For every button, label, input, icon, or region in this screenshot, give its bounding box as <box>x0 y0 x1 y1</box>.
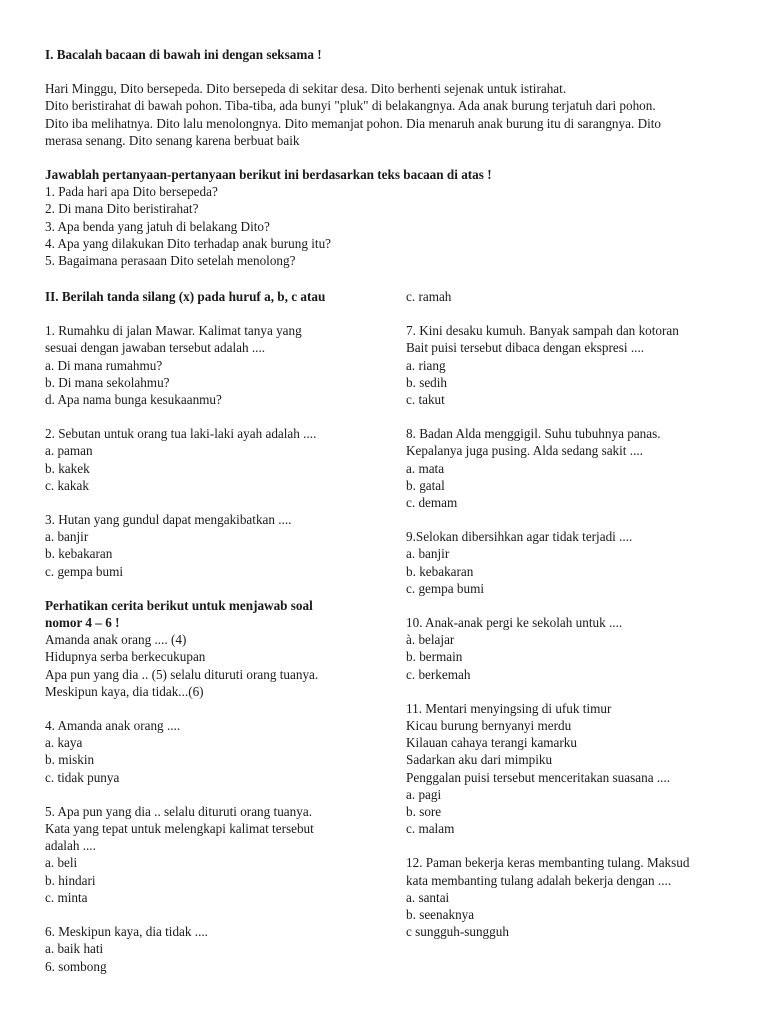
question-line: b. Di mana sekolahmu? <box>45 374 170 390</box>
question-line: a. beli <box>45 855 78 871</box>
question-line: a. baik hati <box>45 941 104 957</box>
question-line: b. sore <box>406 804 442 820</box>
question-line: a. paman <box>45 443 93 459</box>
question-line: Bait puisi tersebut dibaca dengan ekspresi .... <box>406 340 645 356</box>
question-line: 7. Kini desaku kumuh. Banyak sampah dan kotoran <box>406 323 679 339</box>
question-block <box>45 717 390 786</box>
question-line: Amanda anak orang .... (4) <box>45 632 187 648</box>
question-line: Hidupnya serba berkecukupan <box>45 649 206 665</box>
question-line: b. seenaknya <box>406 907 475 923</box>
question-line: sesuai dengan jawaban tersebut adalah .... <box>45 340 266 356</box>
question-block <box>406 614 736 683</box>
question-line: Kicau burung bernyanyi merdu <box>406 718 572 734</box>
question-line: a. riang <box>406 357 446 373</box>
essay-question: 5. Bagaimana perasaan Dito setelah menolong? <box>45 253 296 269</box>
question-line: 9.Selokan dibersihkan agar tidak terjadi .... <box>406 529 633 545</box>
question-line: c sungguh-sungguh <box>406 924 509 940</box>
question-line: 6. sombong <box>45 958 107 974</box>
question-block <box>406 288 736 305</box>
question-line: c. berkemah <box>406 666 471 682</box>
question-line: c. malam <box>406 821 455 837</box>
story-instruction: Perhatikan cerita berikut untuk menjawab soal <box>45 597 313 613</box>
essay-question: 1. Pada hari apa Dito bersepeda? <box>45 184 218 200</box>
essay-question: 4. Apa yang dilakukan Dito terhadap anak burung itu? <box>45 235 332 251</box>
question-line: 3. Hutan yang gundul dapat mengakibatkan .... <box>45 512 292 528</box>
question-line: b. kebakaran <box>406 563 474 579</box>
question-line: Meskipun kaya, dia tidak...(6) <box>45 683 204 699</box>
question-line: c. kakak <box>45 477 89 493</box>
question-block <box>406 854 736 940</box>
question-line: Kilauan cahaya terangi kamarku <box>406 735 577 751</box>
question-line: Kata yang tepat untuk melengkapi kalimat tersebut <box>45 821 314 837</box>
question-line: a. Di mana rumahmu? <box>45 357 163 373</box>
question-line: c. tidak punya <box>45 769 120 785</box>
question-line: adalah .... <box>45 838 96 854</box>
question-block <box>45 425 390 494</box>
question-line: b. miskin <box>45 752 95 768</box>
essay-question: 3. Apa benda yang jatuh di belakang Dito? <box>45 218 270 234</box>
question-block <box>406 322 736 408</box>
reading-section <box>45 46 735 269</box>
question-line: 12. Paman bekerja keras membanting tulang. Maksud <box>406 855 690 871</box>
question-line: Sadarkan aku dari mimpiku <box>406 752 553 768</box>
question-line: 11. Mentari menyingsing di ufuk timur <box>406 700 612 716</box>
question-line: c. minta <box>45 889 88 905</box>
reading-passage <box>45 80 735 149</box>
question-line: c. gempa bumi <box>406 580 485 596</box>
question-line: a. santai <box>406 889 450 905</box>
question-line: Penggalan puisi tersebut menceritakan suasana .... <box>406 769 671 785</box>
question-line: Kepalanya juga pusing. Alda sedang sakit .... <box>406 443 643 459</box>
essay-question: 2. Di mana Dito beristirahat? <box>45 201 199 217</box>
question-line: b. gatal <box>406 477 445 493</box>
question-line: a. banjir <box>45 529 89 545</box>
passage-line: Dito iba melihatnya. Dito lalu menolongnya. Dito memanjat pohon. Dia menaruh anak burung itu di sarangnya. Dito <box>45 115 662 131</box>
question-line: b. kebakaran <box>45 546 113 562</box>
question-line: a. mata <box>406 460 445 476</box>
question-block <box>406 700 736 838</box>
question-line: 4. Amanda anak orang .... <box>45 718 181 734</box>
question-line: 2. Sebutan untuk orang tua laki-laki ayah adalah .... <box>45 426 317 442</box>
left-column <box>45 288 390 992</box>
passage-line: Dito beristirahat di bawah pohon. Tiba-tiba, ada bunyi "pluk" di belakangnya. Ada anak burung terjatuh dari pohon. <box>45 98 656 114</box>
questions-instruction: Jawablah pertanyaan-pertanyaan berikut ini berdasarkan teks bacaan di atas ! <box>45 167 492 183</box>
question-line: a. pagi <box>406 786 442 802</box>
question-line: a. kaya <box>45 735 83 751</box>
question-line: b. kakek <box>45 460 90 476</box>
question-line: 1. Rumahku di jalan Mawar. Kalimat tanya yang <box>45 323 302 339</box>
question-block <box>406 528 736 597</box>
question-line: c. gempa bumi <box>45 563 124 579</box>
question-block <box>45 803 390 906</box>
story-instruction: nomor 4 – 6 ! <box>45 615 120 631</box>
section-1-title: I. Bacalah bacaan di bawah ini dengan seksama ! <box>45 47 322 62</box>
question-line: d. Apa nama bunga kesukaanmu? <box>45 392 222 408</box>
section-2-title: II. Berilah tanda silang (x) pada huruf a, b, c atau <box>45 289 326 304</box>
question-line: c. demam <box>406 495 458 511</box>
question-line: kata membanting tulang adalah bekerja dengan .... <box>406 872 672 888</box>
question-line: c. ramah <box>406 289 452 304</box>
passage-line: Hari Minggu, Dito bersepeda. Dito bersepeda di sekitar desa. Dito berhenti sejenak untuk istirahat. <box>45 81 567 97</box>
right-column <box>406 288 736 958</box>
question-line: Apa pun yang dia .. (5) selalu dituruti orang tuanya. <box>45 666 319 682</box>
question-line: à. belajar <box>406 632 455 648</box>
question-block <box>45 322 390 408</box>
question-line: 8. Badan Alda menggigil. Suhu tubuhnya panas. <box>406 426 661 442</box>
passage-line: merasa senang. Dito senang karena berbuat baik <box>45 132 300 148</box>
question-line: b. bermain <box>406 649 463 665</box>
question-line: b. sedih <box>406 374 448 390</box>
question-line: 5. Apa pun yang dia .. selalu dituruti orang tuanya. <box>45 803 312 819</box>
question-block <box>406 425 736 511</box>
question-line: c. takut <box>406 392 445 408</box>
question-line: a. banjir <box>406 546 450 562</box>
question-line: b. hindari <box>45 872 96 888</box>
essay-questions <box>45 183 735 269</box>
question-line: 10. Anak-anak pergi ke sekolah untuk .... <box>406 615 623 631</box>
question-block <box>45 923 390 975</box>
question-line: 6. Meskipun kaya, dia tidak .... <box>45 924 208 940</box>
question-block <box>45 511 390 580</box>
question-block <box>45 597 390 700</box>
